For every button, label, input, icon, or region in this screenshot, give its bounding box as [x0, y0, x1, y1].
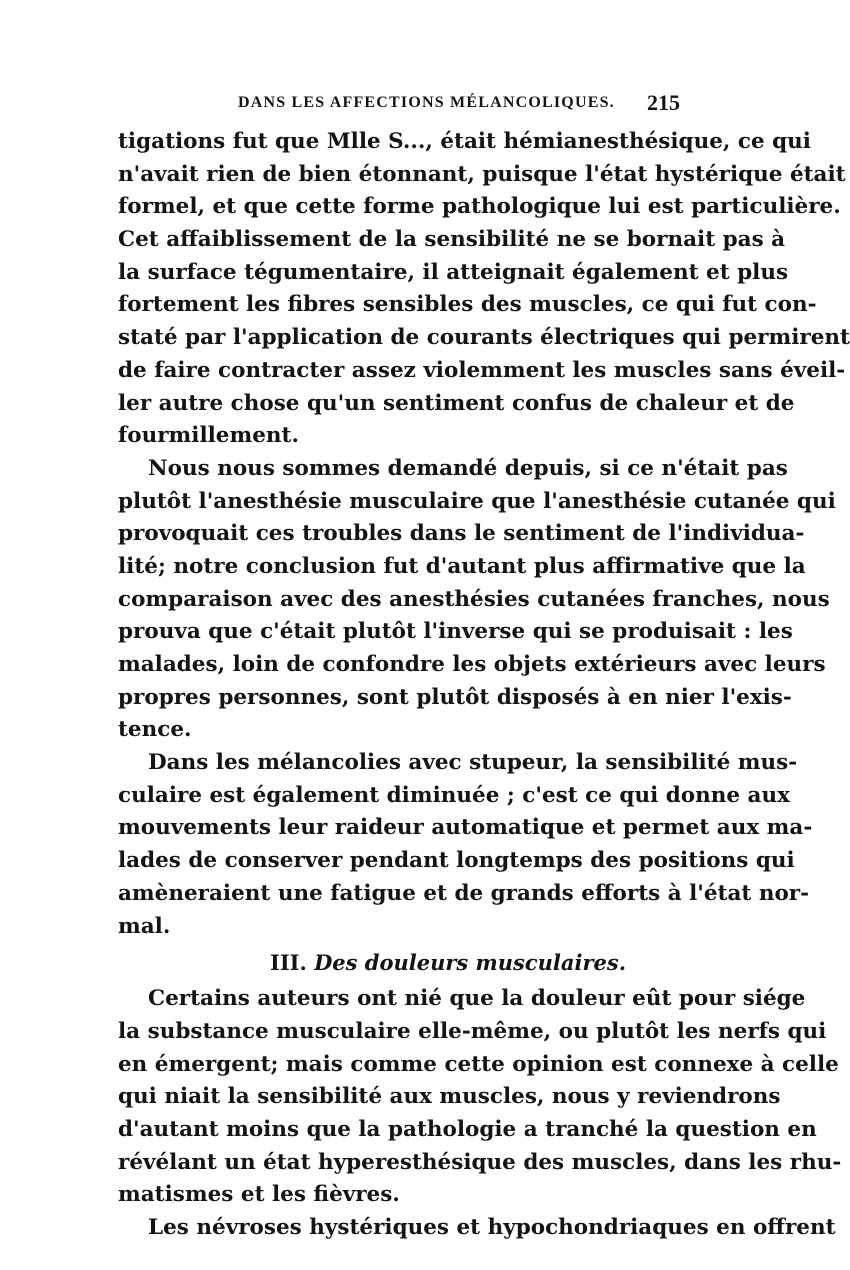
- text-line: amèneraient une fatigue et de grands efforts à l'état nor-: [118, 880, 810, 906]
- text-line: prouva que c'était plutôt l'inverse qui se produisait : les: [118, 619, 793, 645]
- text-line: staté par l'application de courants électriques qui permirent: [118, 325, 850, 351]
- section-heading: [118, 943, 680, 983]
- running-title: DANS LES AFFECTIONS MÉLANCOLIQUES.: [238, 94, 615, 111]
- text-line: matismes et les fièvres.: [118, 1182, 400, 1208]
- text-line: fortement les fibres sensibles des muscles, ce qui fut con-: [118, 292, 817, 318]
- text-line: révélant un état hyperesthésique des muscles, dans les rhu-: [118, 1149, 842, 1175]
- text-line: comparaison avec des anesthésies cutanées franches, nous: [118, 586, 830, 612]
- text-line: Dans les mélancolies avec stupeur, la sensibilité mus-: [148, 750, 798, 776]
- text-line: propres personnes, sont plutôt disposés à en nier l'exis-: [118, 684, 792, 710]
- paragraph: [118, 453, 836, 747]
- text-line: tence.: [118, 717, 192, 743]
- body-text: [118, 126, 850, 1245]
- text-line: la surface tégumentaire, il atteignait également et plus: [118, 259, 789, 285]
- text-line: lades de conserver pendant longtemps des positions qui: [118, 848, 795, 874]
- text-line: Les névroses hystériques et hypochondriaques en offrent: [148, 1215, 836, 1240]
- text-line: Cet affaiblissement de la sensibilité ne se bornait pas à: [118, 227, 786, 253]
- text-line: fourmillement.: [118, 423, 299, 449]
- text-line: mouvements leur raideur automatique et permet aux ma-: [118, 815, 813, 841]
- text-line: de faire contracter assez violemment les muscles sans éveil-: [118, 357, 846, 383]
- text-line: provoquait ces troubles dans le sentiment de l'individua-: [118, 521, 805, 547]
- text-line: culaire est également diminuée ; c'est ce qui donne aux: [118, 782, 790, 808]
- paragraph: [118, 983, 842, 1212]
- text-line: formel, et que cette forme pathologique lui est particulière.: [118, 194, 841, 220]
- section-number: III.: [270, 950, 307, 976]
- paragraph: [118, 1212, 836, 1245]
- paragraph: [118, 126, 850, 453]
- page-number: 215: [647, 90, 680, 115]
- text-line: la substance musculaire elle-même, ou plutôt les nerfs qui: [118, 1018, 827, 1044]
- text-line: en émergent; mais comme cette opinion est connexe à celle: [118, 1051, 839, 1077]
- text-line: Certains auteurs ont nié que la douleur eût pour siége: [148, 986, 806, 1012]
- text-line: Nous nous sommes demandé depuis, si ce n'était pas: [148, 455, 788, 481]
- text-line: malades, loin de confondre les objets extérieurs avec leurs: [118, 652, 826, 677]
- text-line: plutôt l'anesthésie musculaire que l'anesthésie cutanée qui: [118, 488, 836, 514]
- text-line: mal.: [118, 913, 171, 939]
- text-line: lité; notre conclusion fut d'autant plus affirmative que la: [118, 553, 806, 579]
- text-line: n'avait rien de bien étonnant, puisque l'état hystérique était: [118, 161, 846, 187]
- text-line: qui niait la sensibilité aux muscles, nous y reviendrons: [118, 1084, 781, 1110]
- section-title: Des douleurs musculaires.: [314, 950, 627, 976]
- text-line: tigations fut que Mlle S..., était hémianesthésique, ce qui: [118, 129, 811, 154]
- text-line: d'autant moins que la pathologie a tranché la question en: [118, 1116, 817, 1142]
- text-line: ler autre chose qu'un sentiment confus de chaleur et de: [118, 390, 795, 416]
- paragraph: [118, 747, 813, 943]
- running-head: [120, 90, 680, 120]
